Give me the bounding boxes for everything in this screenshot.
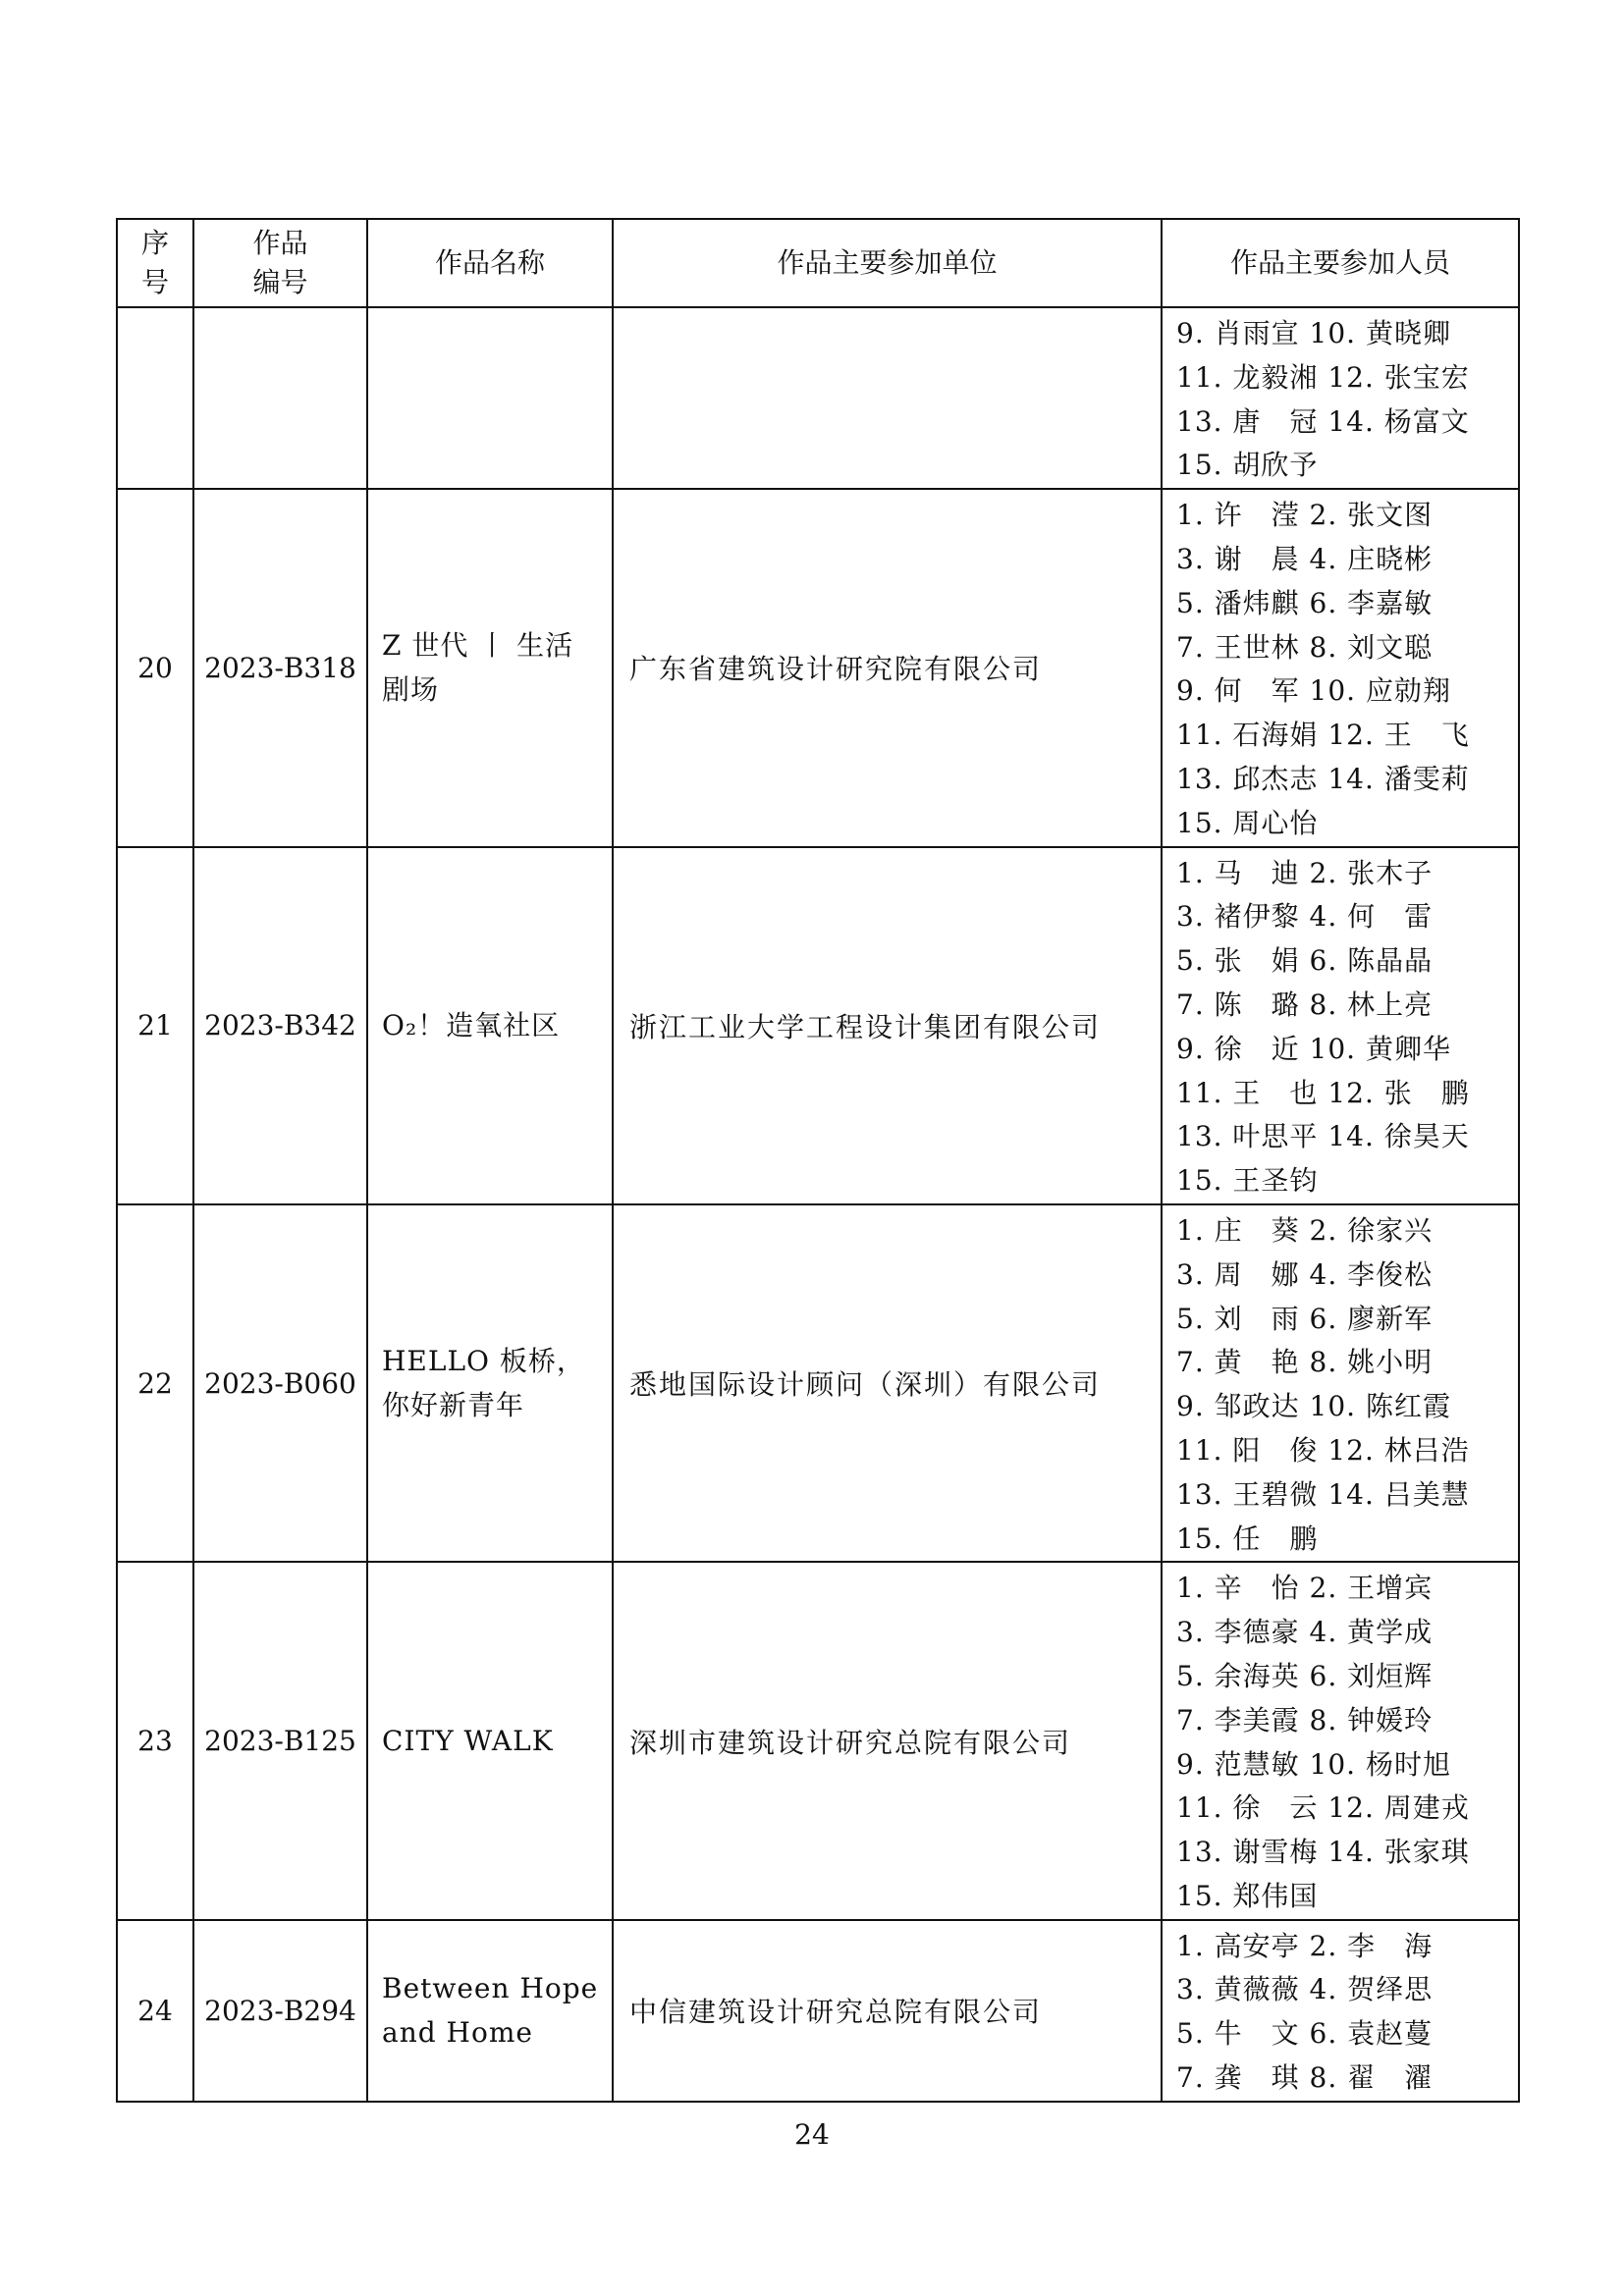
name-line: and Home — [382, 2016, 533, 2050]
cell-code: 2023-B294 — [193, 1920, 367, 2102]
cell-seq: 24 — [117, 1920, 193, 2102]
people-line: 7. 李美霞 8. 钟媛玲 — [1176, 1703, 1434, 1736]
table-header-row — [117, 219, 1519, 307]
cell-name — [367, 489, 613, 846]
people-line: 15. 胡欣予 — [1176, 449, 1319, 482]
people-list — [1176, 308, 1518, 488]
people-list — [1176, 1205, 1518, 1561]
people-line: 3. 黄薇薇 4. 贺绎思 — [1176, 1973, 1434, 2006]
cell-unit: 悉地国际设计顾问（深圳）有限公司 — [613, 1204, 1162, 1562]
awards-table — [116, 218, 1520, 2103]
people-line: 11. 石海娟 12. 王 飞 — [1176, 719, 1470, 752]
cell-seq: 23 — [117, 1562, 193, 1919]
table-row — [117, 847, 1519, 1204]
people-line: 5. 余海英 6. 刘烜辉 — [1176, 1659, 1434, 1692]
cell-code: 2023-B125 — [193, 1562, 367, 1919]
people-line: 3. 褚伊黎 4. 何 雷 — [1176, 900, 1434, 934]
cell-code: 2023-B342 — [193, 847, 367, 1204]
people-line: 7. 龚 琪 8. 翟 濯 — [1176, 2061, 1434, 2095]
cell-code — [193, 307, 367, 489]
people-line: 5. 刘 雨 6. 廖新军 — [1176, 1302, 1434, 1335]
people-line: 3. 谢 晨 4. 庄晓彬 — [1176, 542, 1434, 575]
header-people: 作品主要参加人员 — [1162, 219, 1519, 307]
people-line: 9. 徐 近 10. 黄卿华 — [1176, 1032, 1451, 1065]
name-line: HELLO 板桥， — [382, 1345, 585, 1378]
cell-people — [1162, 1204, 1519, 1562]
cell-code: 2023-B060 — [193, 1204, 367, 1562]
people-line: 11. 徐 云 12. 周建戎 — [1176, 1791, 1470, 1825]
people-line: 15. 郑伟国 — [1176, 1879, 1319, 1912]
people-line: 5. 潘炜麒 6. 李嘉敏 — [1176, 586, 1434, 619]
people-line: 1. 辛 怡 2. 王增宾 — [1176, 1572, 1434, 1605]
name-line: Z 世代 丨 生活 — [382, 629, 574, 663]
people-line: 13. 王碧微 14. 吕美慧 — [1176, 1477, 1470, 1511]
name-line: 你好新青年 — [382, 1389, 525, 1422]
people-line: 11. 龙毅湘 12. 张宝宏 — [1176, 360, 1470, 394]
table-row — [117, 1562, 1519, 1919]
cell-people — [1162, 1920, 1519, 2102]
cell-seq — [117, 307, 193, 489]
people-line: 11. 王 也 12. 张 鹏 — [1176, 1076, 1470, 1109]
people-line: 9. 邹政达 10. 陈红霞 — [1176, 1390, 1451, 1423]
cell-name — [367, 847, 613, 1204]
name-line: Between Hope — [382, 1972, 599, 2005]
people-line: 9. 何 军 10. 应勍翔 — [1176, 674, 1451, 708]
people-line: 9. 范慧敏 10. 杨时旭 — [1176, 1747, 1451, 1781]
table-row — [117, 1920, 1519, 2102]
people-list — [1176, 490, 1518, 845]
cell-seq: 20 — [117, 489, 193, 846]
cell-name — [367, 1204, 613, 1562]
people-list — [1176, 1921, 1518, 2101]
cell-seq: 22 — [117, 1204, 193, 1562]
cell-people — [1162, 489, 1519, 846]
cell-people — [1162, 1562, 1519, 1919]
cell-people — [1162, 847, 1519, 1204]
table-body — [117, 307, 1519, 2102]
cell-name — [367, 1562, 613, 1919]
people-line: 1. 庄 葵 2. 徐家兴 — [1176, 1213, 1434, 1247]
people-line: 9. 肖雨宣 10. 黄晓卿 — [1176, 317, 1451, 349]
people-line: 5. 牛 文 6. 袁赵蔓 — [1176, 2017, 1434, 2051]
page-number: 24 — [794, 2118, 830, 2151]
people-line: 13. 邱杰志 14. 潘雯莉 — [1176, 762, 1470, 795]
cell-unit: 深圳市建筑设计研究总院有限公司 — [613, 1562, 1162, 1919]
cell-unit: 中信建筑设计研究总院有限公司 — [613, 1920, 1162, 2102]
cell-unit: 浙江工业大学工程设计集团有限公司 — [613, 847, 1162, 1204]
cell-name — [367, 1920, 613, 2102]
people-line: 15. 王圣钧 — [1176, 1164, 1319, 1198]
people-line: 7. 黄 艳 8. 姚小明 — [1176, 1346, 1434, 1379]
cell-code: 2023-B318 — [193, 489, 367, 846]
people-list — [1176, 848, 1518, 1203]
header-seq: 序 号 — [117, 219, 193, 307]
people-line: 7. 陈 璐 8. 林上亮 — [1176, 988, 1434, 1021]
cell-name — [367, 307, 613, 489]
people-line: 1. 许 滢 2. 张文图 — [1176, 499, 1434, 532]
header-code: 作品 编号 — [193, 219, 367, 307]
cell-unit — [613, 307, 1162, 489]
people-line: 15. 周心怡 — [1176, 806, 1319, 839]
cell-seq: 21 — [117, 847, 193, 1204]
table-row — [117, 1204, 1519, 1562]
name-line: 剧场 — [382, 673, 440, 707]
name-line: O₂！造氧社区 — [382, 1009, 561, 1042]
header-name: 作品名称 — [367, 219, 613, 307]
people-list — [1176, 1563, 1518, 1918]
people-line: 13. 唐 冠 14. 杨富文 — [1176, 404, 1470, 438]
people-line: 3. 周 娜 4. 李俊松 — [1176, 1257, 1434, 1291]
people-line: 5. 张 娟 6. 陈晶晶 — [1176, 944, 1434, 978]
people-line: 3. 李德豪 4. 黄学成 — [1176, 1616, 1434, 1649]
cell-unit: 广东省建筑设计研究院有限公司 — [613, 489, 1162, 846]
people-line: 11. 阳 俊 12. 林吕浩 — [1176, 1433, 1470, 1467]
cell-people — [1162, 307, 1519, 489]
header-unit: 作品主要参加单位 — [613, 219, 1162, 307]
name-line: CITY WALK — [382, 1725, 554, 1757]
table-row — [117, 307, 1519, 489]
people-line: 13. 叶思平 14. 徐昊天 — [1176, 1120, 1470, 1153]
people-line: 1. 马 迪 2. 张木子 — [1176, 856, 1434, 889]
people-line: 1. 高安亭 2. 李 海 — [1176, 1929, 1434, 1962]
people-line: 13. 谢雪梅 14. 张家琪 — [1176, 1836, 1470, 1869]
people-line: 7. 王世林 8. 刘文聪 — [1176, 630, 1434, 664]
people-line: 15. 任 鹏 — [1176, 1522, 1319, 1555]
table-row — [117, 489, 1519, 846]
